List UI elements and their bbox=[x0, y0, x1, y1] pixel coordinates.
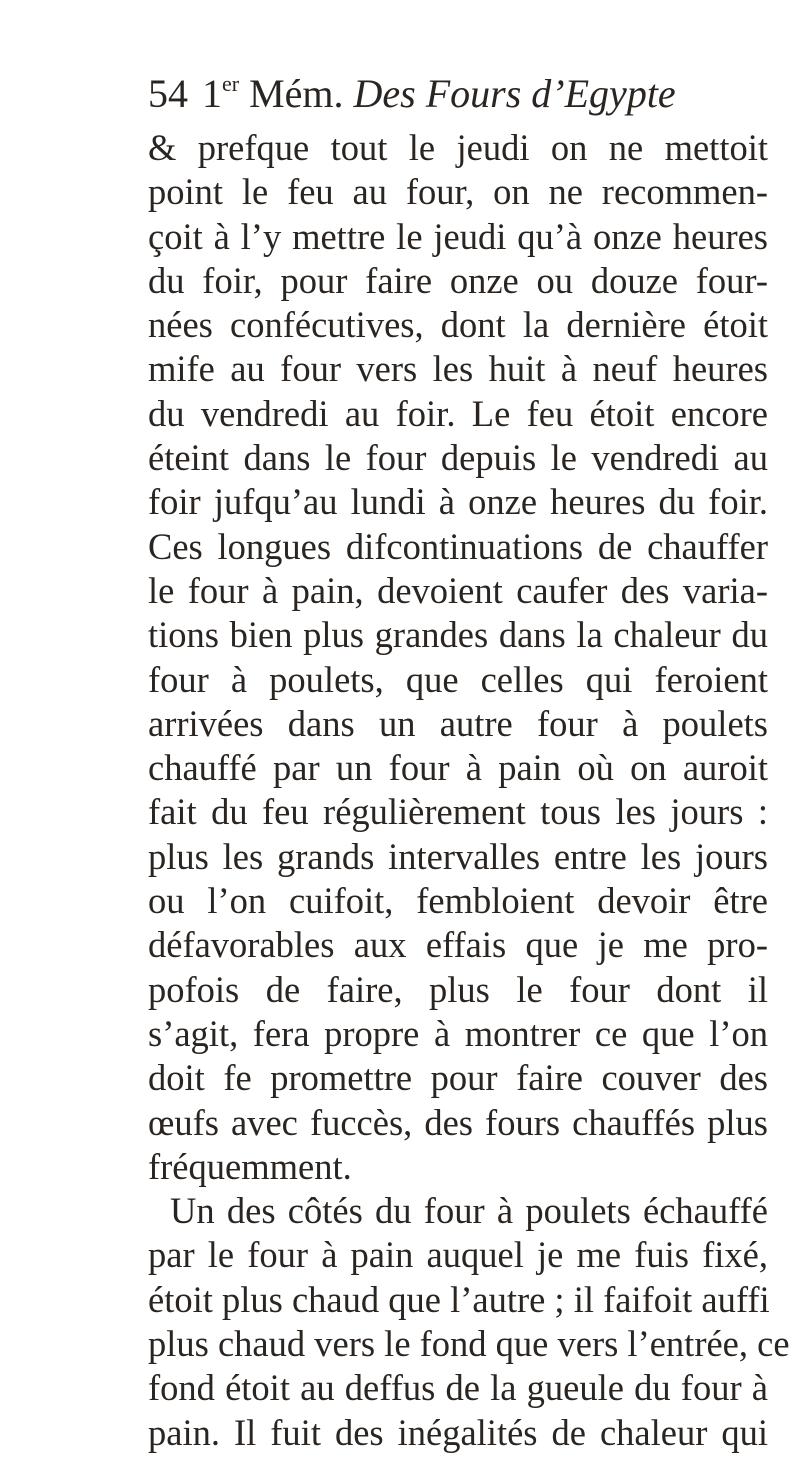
text-line: Ces longues difcontinuations de chauffer bbox=[148, 525, 768, 567]
text-line: mife au four vers les huit à neuf heures bbox=[148, 348, 768, 390]
text-line: Un des côtés du four à poulets échauffé bbox=[170, 1190, 768, 1232]
text-line: çoit à l’y mettre le jeudi qu’à onze heures bbox=[148, 215, 768, 257]
text-line: par le four à pain auquel je me fuis fixé, bbox=[148, 1234, 768, 1276]
text-line: du vendredi au foir. Le feu étoit encore bbox=[148, 392, 768, 434]
text-line: plus les grands intervalles entre les jours bbox=[148, 835, 768, 877]
text-line: tions bien plus grandes dans la chaleur du bbox=[148, 614, 768, 656]
memoir-number: 1 bbox=[202, 71, 222, 116]
text-line: doit fe promettre pour faire couver des bbox=[148, 1057, 768, 1099]
text-line: éteint dans le four depuis le vendredi au bbox=[148, 437, 768, 479]
text-line: ou l’on cuifoit, fembloient devoir être bbox=[148, 880, 768, 922]
text-line: du foir, pour faire onze ou douze four- bbox=[148, 259, 768, 301]
text-line: pain. Il fuit des inégalités de chaleur qui bbox=[148, 1411, 768, 1453]
text-line: s’agit, fera propre à montrer ce que l’on bbox=[148, 1012, 768, 1054]
running-head bbox=[148, 68, 768, 120]
text-line: arrivées dans un autre four à poulets bbox=[148, 702, 768, 744]
text-line: œufs avec fuccès, des fours chauffés plus bbox=[148, 1101, 768, 1143]
text-line: & prefque tout le jeudi on ne mettoit bbox=[148, 127, 768, 168]
memoir-superscript: er bbox=[222, 71, 240, 96]
text-line: étoit plus chaud que l’autre ; il faifoit auffi bbox=[148, 1278, 770, 1320]
text-line: défavorables aux effais que je me pro- bbox=[148, 924, 768, 966]
text-line: nées confécutives, dont la dernière étoit bbox=[148, 304, 768, 346]
text-line: le four à pain, devoient caufer des varia- bbox=[148, 569, 768, 611]
text-line: plus chaud vers le fond que vers l’entrée, ce bbox=[148, 1323, 790, 1365]
text-line: fait du feu régulièrement tous les jours : bbox=[148, 791, 768, 833]
memoir-abbreviation: Mém. bbox=[249, 71, 344, 116]
text-line: chauffé par un four à pain où on auroit bbox=[148, 747, 768, 789]
text-line: fond étoit au deffus de la gueule du four à bbox=[148, 1367, 768, 1409]
text-line: point le feu au four, on ne recommen- bbox=[148, 171, 768, 213]
page-number: 54 bbox=[148, 71, 188, 116]
text-line: four à poulets, que celles qui feroient bbox=[148, 658, 768, 700]
text-line: fréquemment. bbox=[148, 1145, 352, 1187]
running-title: Des Fours d’Egypte bbox=[353, 71, 676, 116]
body-text bbox=[148, 126, 790, 1455]
text-line: pofois de faire, plus le four dont il bbox=[148, 968, 768, 1010]
text-line: foir jufqu’au lundi à onze heures du foir. bbox=[148, 481, 768, 523]
